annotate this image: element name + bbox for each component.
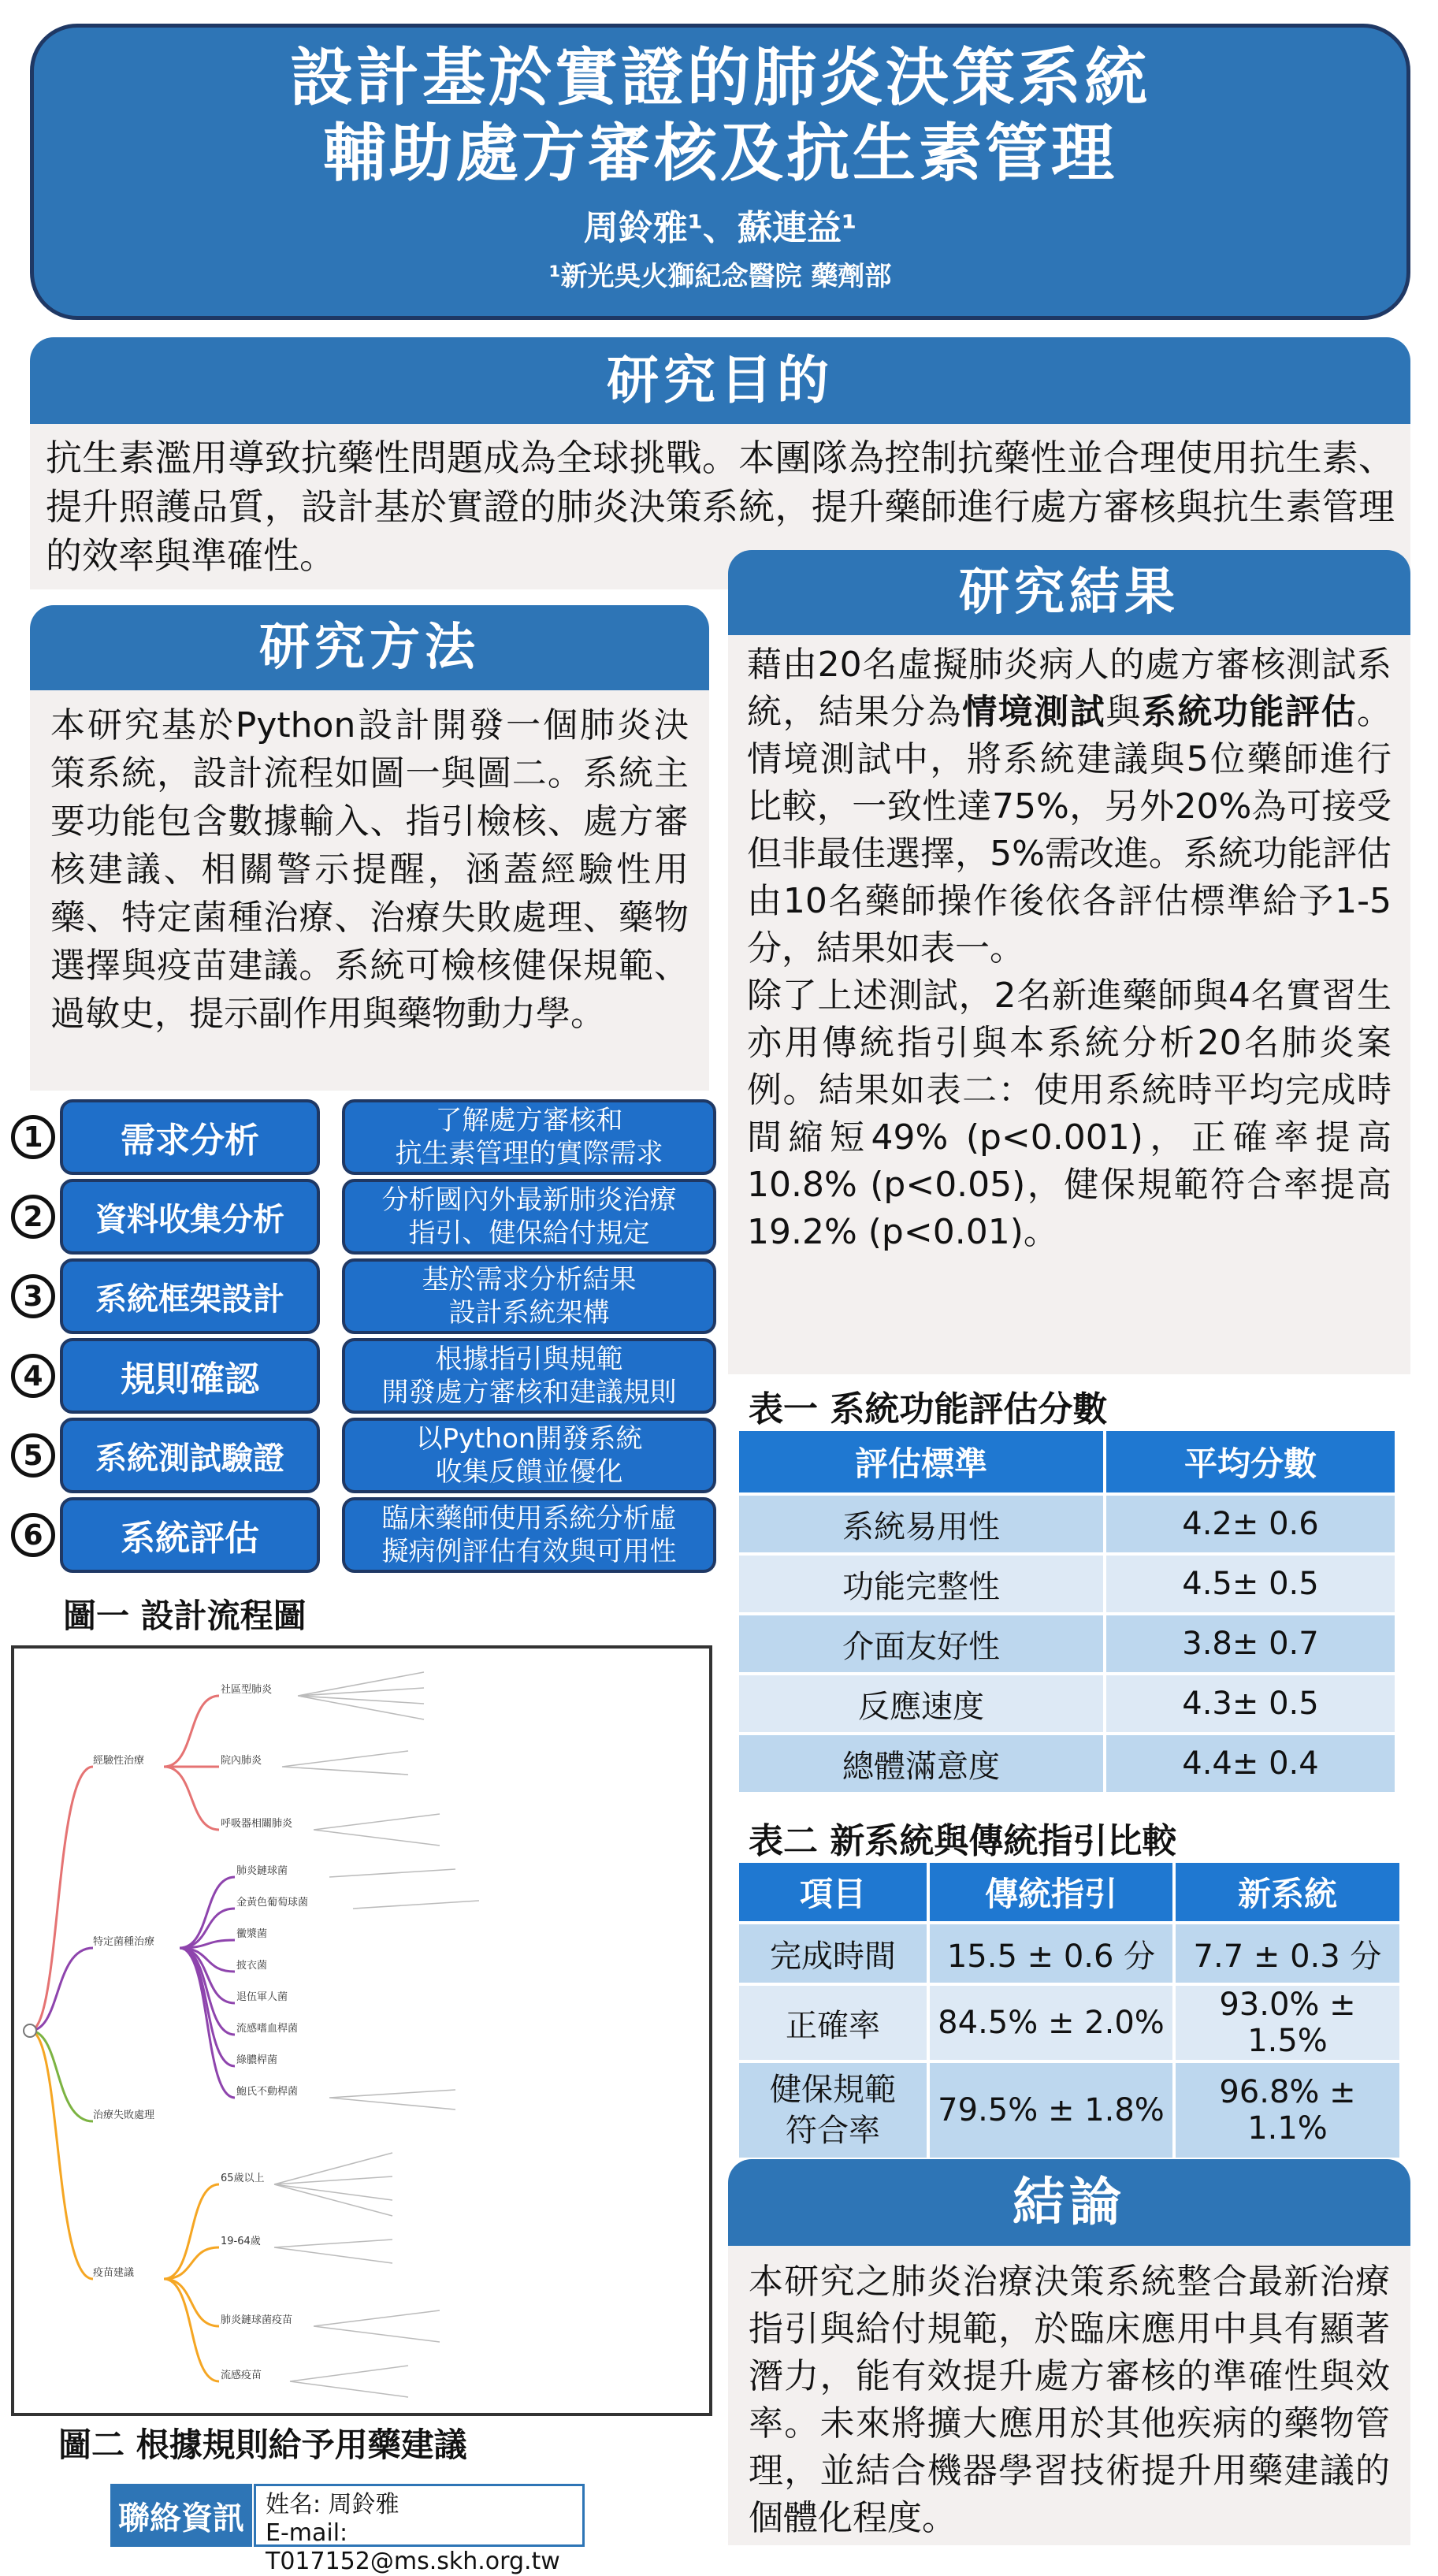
- table-cell: 總體滿意度: [738, 1734, 1105, 1794]
- results-emphasis: 系統功能評估: [1141, 692, 1358, 732]
- mindmap-sub-label: 肺炎鏈球菌疫苗: [221, 2314, 293, 2326]
- results-text-run: 。情境測試中，將系統建議與5位藥師進行比較，一致性達75%，另外20%為可接受但非最佳選擇，5%需改進。系統功能評估由10名藥師操作後依各評估標準給予1-5分，結果如表一。: [747, 692, 1392, 968]
- results-heading: 研究結果: [728, 550, 1410, 635]
- results-paragraph-1: [747, 641, 1392, 972]
- mindmap-sub-label: 綠膿桿菌: [236, 2054, 278, 2066]
- table-cell: 介面友好性: [738, 1614, 1105, 1674]
- results-text-run: 藉由20名虛擬肺炎病人的處方審核測試系統，結果分為: [747, 645, 1392, 732]
- table-cell: 96.8% ± 1.1%: [1174, 2061, 1401, 2159]
- mindmap-detail-lines: [282, 1751, 408, 1775]
- step-desc-line: 以Python開發系統: [415, 1423, 643, 1455]
- table-cell: 完成時間: [738, 1923, 928, 1984]
- results-emphasis: 情境測試: [962, 692, 1106, 732]
- table-header-cell: 評估標準: [738, 1429, 1105, 1494]
- design-flow: [11, 1099, 716, 1588]
- poster-title-line2: 輔助處方審核及抗生素管理: [323, 117, 1117, 190]
- step-description: [342, 1099, 716, 1175]
- mindmap-sub-label: 金黃色葡萄球菌: [236, 1897, 309, 1909]
- mindmap-root-node: [24, 2024, 36, 2037]
- conclusion-text: 本研究之肺炎治療決策系統整合最新治療指引與給付規範，於臨床應用中具有顯著潛力，能有效提升處方審核的準確性與效率。未來將擴大應用於其他疾病的藥物管理，並結合機器學習技術提升用藥建議的個體化程度。: [728, 2246, 1410, 2545]
- mindmap-detail-lines: [274, 2153, 392, 2216]
- mindmap-sub-line: [164, 2279, 219, 2326]
- step-number: 2: [11, 1195, 55, 1239]
- mindmap-branch-line: [30, 2031, 93, 2121]
- table2: [736, 1860, 1403, 2161]
- mindmap-sub-label: 19-64歲: [221, 2236, 261, 2247]
- contact-info: [254, 2484, 585, 2575]
- table-cell: 健保規範符合率: [738, 2061, 928, 2159]
- figure1-caption: 圖一 設計流程圖: [63, 1597, 307, 1635]
- step-description: [342, 1179, 716, 1255]
- table2-caption: 表二 新系統與傳統指引比較: [749, 1821, 1177, 1861]
- step-desc-line: 基於需求分析結果: [422, 1264, 637, 1295]
- conclusion-heading: 結論: [728, 2159, 1410, 2246]
- poster-header: [30, 24, 1410, 320]
- mindmap-sub-line: [180, 1940, 235, 1948]
- table1-caption: 表一 系統功能評估分數: [749, 1389, 1108, 1429]
- mindmap-sub-label: 黴漿菌: [236, 1928, 268, 1940]
- table-row: [738, 1923, 1401, 1984]
- mindmap-graphic: [14, 1649, 709, 2413]
- table-cell: 4.4± 0.4: [1105, 1734, 1396, 1794]
- mindmap-sub-label: 退伍軍人菌: [236, 1991, 288, 2003]
- purpose-heading: 研究目的: [30, 337, 1410, 424]
- contact-email[interactable]: E-mail: T017152@ms.skh.org.tw: [266, 2519, 560, 2575]
- table-cell: 84.5% ± 2.0%: [928, 1984, 1174, 2061]
- mindmap-sub-label: 呼吸器相關肺炎: [221, 1818, 293, 1830]
- mindmap-sub-label: 流感嗜血桿菌: [236, 2023, 299, 2035]
- step-desc-line: 分析國內外最新肺炎治療: [381, 1184, 677, 1216]
- recommendation-mindmap: [11, 1645, 712, 2416]
- results-paragraph-2: 除了上述測試，2名新進藥師與4名實習生亦用傳統指引與本系統分析20名肺炎案例。結果如表二：使用系統時平均完成時間縮短49% (p<0.001)，正確率提高10.8% (p<0.05)，健保規範符合率提高19.2% (p<0.01)。: [747, 976, 1392, 1252]
- mindmap-branch-line: [30, 2031, 93, 2279]
- methods-text: 本研究基於Python設計開發一個肺炎決策系統，設計流程如圖一與圖二。系統主要功能包含數據輸入、指引檢核、處方審核建議、相關警示提醒，涵蓋經驗性用藥、特定菌種治療、治療失敗處理、藥物選擇與疫苗建議。系統可檢核健保規範、過敏史，提示副作用與藥物動力學。: [30, 690, 709, 1091]
- mindmap-branch-line: [30, 1767, 93, 2031]
- table-header-cell: 平均分數: [1105, 1429, 1396, 1494]
- mindmap-sub-label: 65歲以上: [221, 2173, 265, 2184]
- mindmap-detail-lines: [314, 1814, 440, 1846]
- results-text-run: 與: [1105, 692, 1142, 732]
- table-row: [738, 1984, 1401, 2061]
- table-cell: 4.5± 0.5: [1105, 1554, 1396, 1614]
- methods-heading: 研究方法: [30, 605, 709, 690]
- mindmap-branch-label: 治療失敗處理: [93, 2109, 155, 2121]
- step-desc-line: 臨床藥師使用系統分析虛: [381, 1503, 677, 1534]
- step-desc-line: 設計系統架構: [448, 1297, 610, 1329]
- step-number: 4: [11, 1354, 55, 1398]
- step-desc-line: 收集反饋並優化: [435, 1456, 623, 1488]
- authors: 周鈴雅¹、蘇連益¹: [583, 208, 857, 248]
- table-header-cell: 項目: [738, 1861, 928, 1923]
- step-desc-line: 了解處方審核和: [435, 1105, 623, 1136]
- mindmap-sub-line: [180, 1948, 235, 2066]
- contact-name: 姓名: 周鈴雅: [266, 2491, 399, 2518]
- step-name: 規則確認: [60, 1338, 320, 1414]
- step-desc-line: 抗生素管理的實際需求: [395, 1138, 663, 1169]
- table-row: [738, 2061, 1401, 2159]
- step-description: [342, 1497, 716, 1573]
- table-row: [738, 1554, 1396, 1614]
- mindmap-sub-label: 鮑氏不動桿菌: [236, 2086, 299, 2098]
- table1: [736, 1428, 1398, 1795]
- mindmap-sub-label: 社區型肺炎: [221, 1684, 273, 1696]
- table-header-cell: 新系統: [1174, 1861, 1401, 1923]
- mindmap-sub-label: 院內肺炎: [221, 1755, 262, 1767]
- mindmap-sub-line: [164, 2247, 219, 2279]
- table-cell: 3.8± 0.7: [1105, 1614, 1396, 1674]
- mindmap-sub-label: 披衣菌: [236, 1960, 268, 1972]
- table-cell: 正確率: [738, 1984, 928, 2061]
- step-desc-line: 開發處方審核和建議規則: [381, 1377, 677, 1408]
- step-number: 1: [11, 1115, 55, 1159]
- results-text: [728, 635, 1410, 1374]
- table-row: [738, 1494, 1396, 1554]
- mindmap-detail-lines: [298, 1672, 424, 1719]
- step-number: 3: [11, 1274, 55, 1318]
- table-cell: 7.7 ± 0.3 分: [1174, 1923, 1401, 1984]
- affiliation: ¹新光吳火獅紀念醫院 藥劑部: [548, 261, 892, 292]
- step-number: 6: [11, 1513, 55, 1557]
- table-cell: 4.3± 0.5: [1105, 1674, 1396, 1734]
- mindmap-detail-lines: [329, 1869, 479, 2109]
- table-cell: 系統易用性: [738, 1494, 1105, 1554]
- table-row: [738, 1674, 1396, 1734]
- mindmap-sub-line: [164, 1696, 219, 1767]
- table-header-row: [738, 1861, 1401, 1923]
- step-description: [342, 1418, 716, 1493]
- mindmap-sub-line: [164, 2279, 219, 2381]
- step-desc-line: 擬病例評估有效與可用性: [381, 1536, 677, 1567]
- step-name: 資料收集分析: [60, 1179, 320, 1255]
- table-cell: 93.0% ± 1.5%: [1174, 1984, 1401, 2061]
- mindmap-branch-label: 特定菌種治療: [93, 1936, 155, 1948]
- figure2-caption: 圖二 根據規則給予用藥建議: [58, 2425, 467, 2464]
- contact-label: 聯絡資訊: [110, 2484, 252, 2547]
- table-row: [738, 1734, 1396, 1794]
- step-desc-line: 指引、健保給付規定: [408, 1217, 650, 1249]
- mindmap-branch-label: 疫苗建議: [93, 2267, 135, 2279]
- mindmap-sub-line: [180, 1877, 235, 1948]
- table-header-cell: 傳統指引: [928, 1861, 1174, 1923]
- table-header-row: [738, 1429, 1396, 1494]
- step-description: [342, 1258, 716, 1334]
- mindmap-sub-label: 流感疫苗: [221, 2370, 262, 2381]
- step-name: 系統框架設計: [60, 1258, 320, 1334]
- step-name: 系統評估: [60, 1497, 320, 1573]
- mindmap-detail-lines: [274, 2240, 440, 2397]
- table-cell: 4.2± 0.6: [1105, 1494, 1396, 1554]
- step-name: 需求分析: [60, 1099, 320, 1175]
- poster-title-line1: 設計基於實證的肺炎決策系統: [290, 41, 1150, 114]
- table-cell: 79.5% ± 1.8%: [928, 2061, 1174, 2159]
- step-desc-line: 根據指引與規範: [435, 1344, 623, 1375]
- step-description: [342, 1338, 716, 1414]
- table-cell: 功能完整性: [738, 1554, 1105, 1614]
- mindmap-sub-label: 肺炎鏈球菌: [236, 1865, 288, 1877]
- step-name: 系統測試驗證: [60, 1418, 320, 1493]
- step-number: 5: [11, 1433, 55, 1478]
- purpose-text: 抗生素濫用導致抗藥性問題成為全球挑戰。本團隊為控制抗藥性並合理使用抗生素、提升照護品質，設計基於實證的肺炎決策系統，提升藥師進行處方審核與抗生素管理的效率與準確性。: [30, 424, 1410, 589]
- table-cell: 15.5 ± 0.6 分: [928, 1923, 1174, 1984]
- mindmap-sub-line: [164, 1767, 219, 1830]
- mindmap-branch-label: 經驗性治療: [93, 1755, 145, 1767]
- table-cell: 反應速度: [738, 1674, 1105, 1734]
- table-row: [738, 1614, 1396, 1674]
